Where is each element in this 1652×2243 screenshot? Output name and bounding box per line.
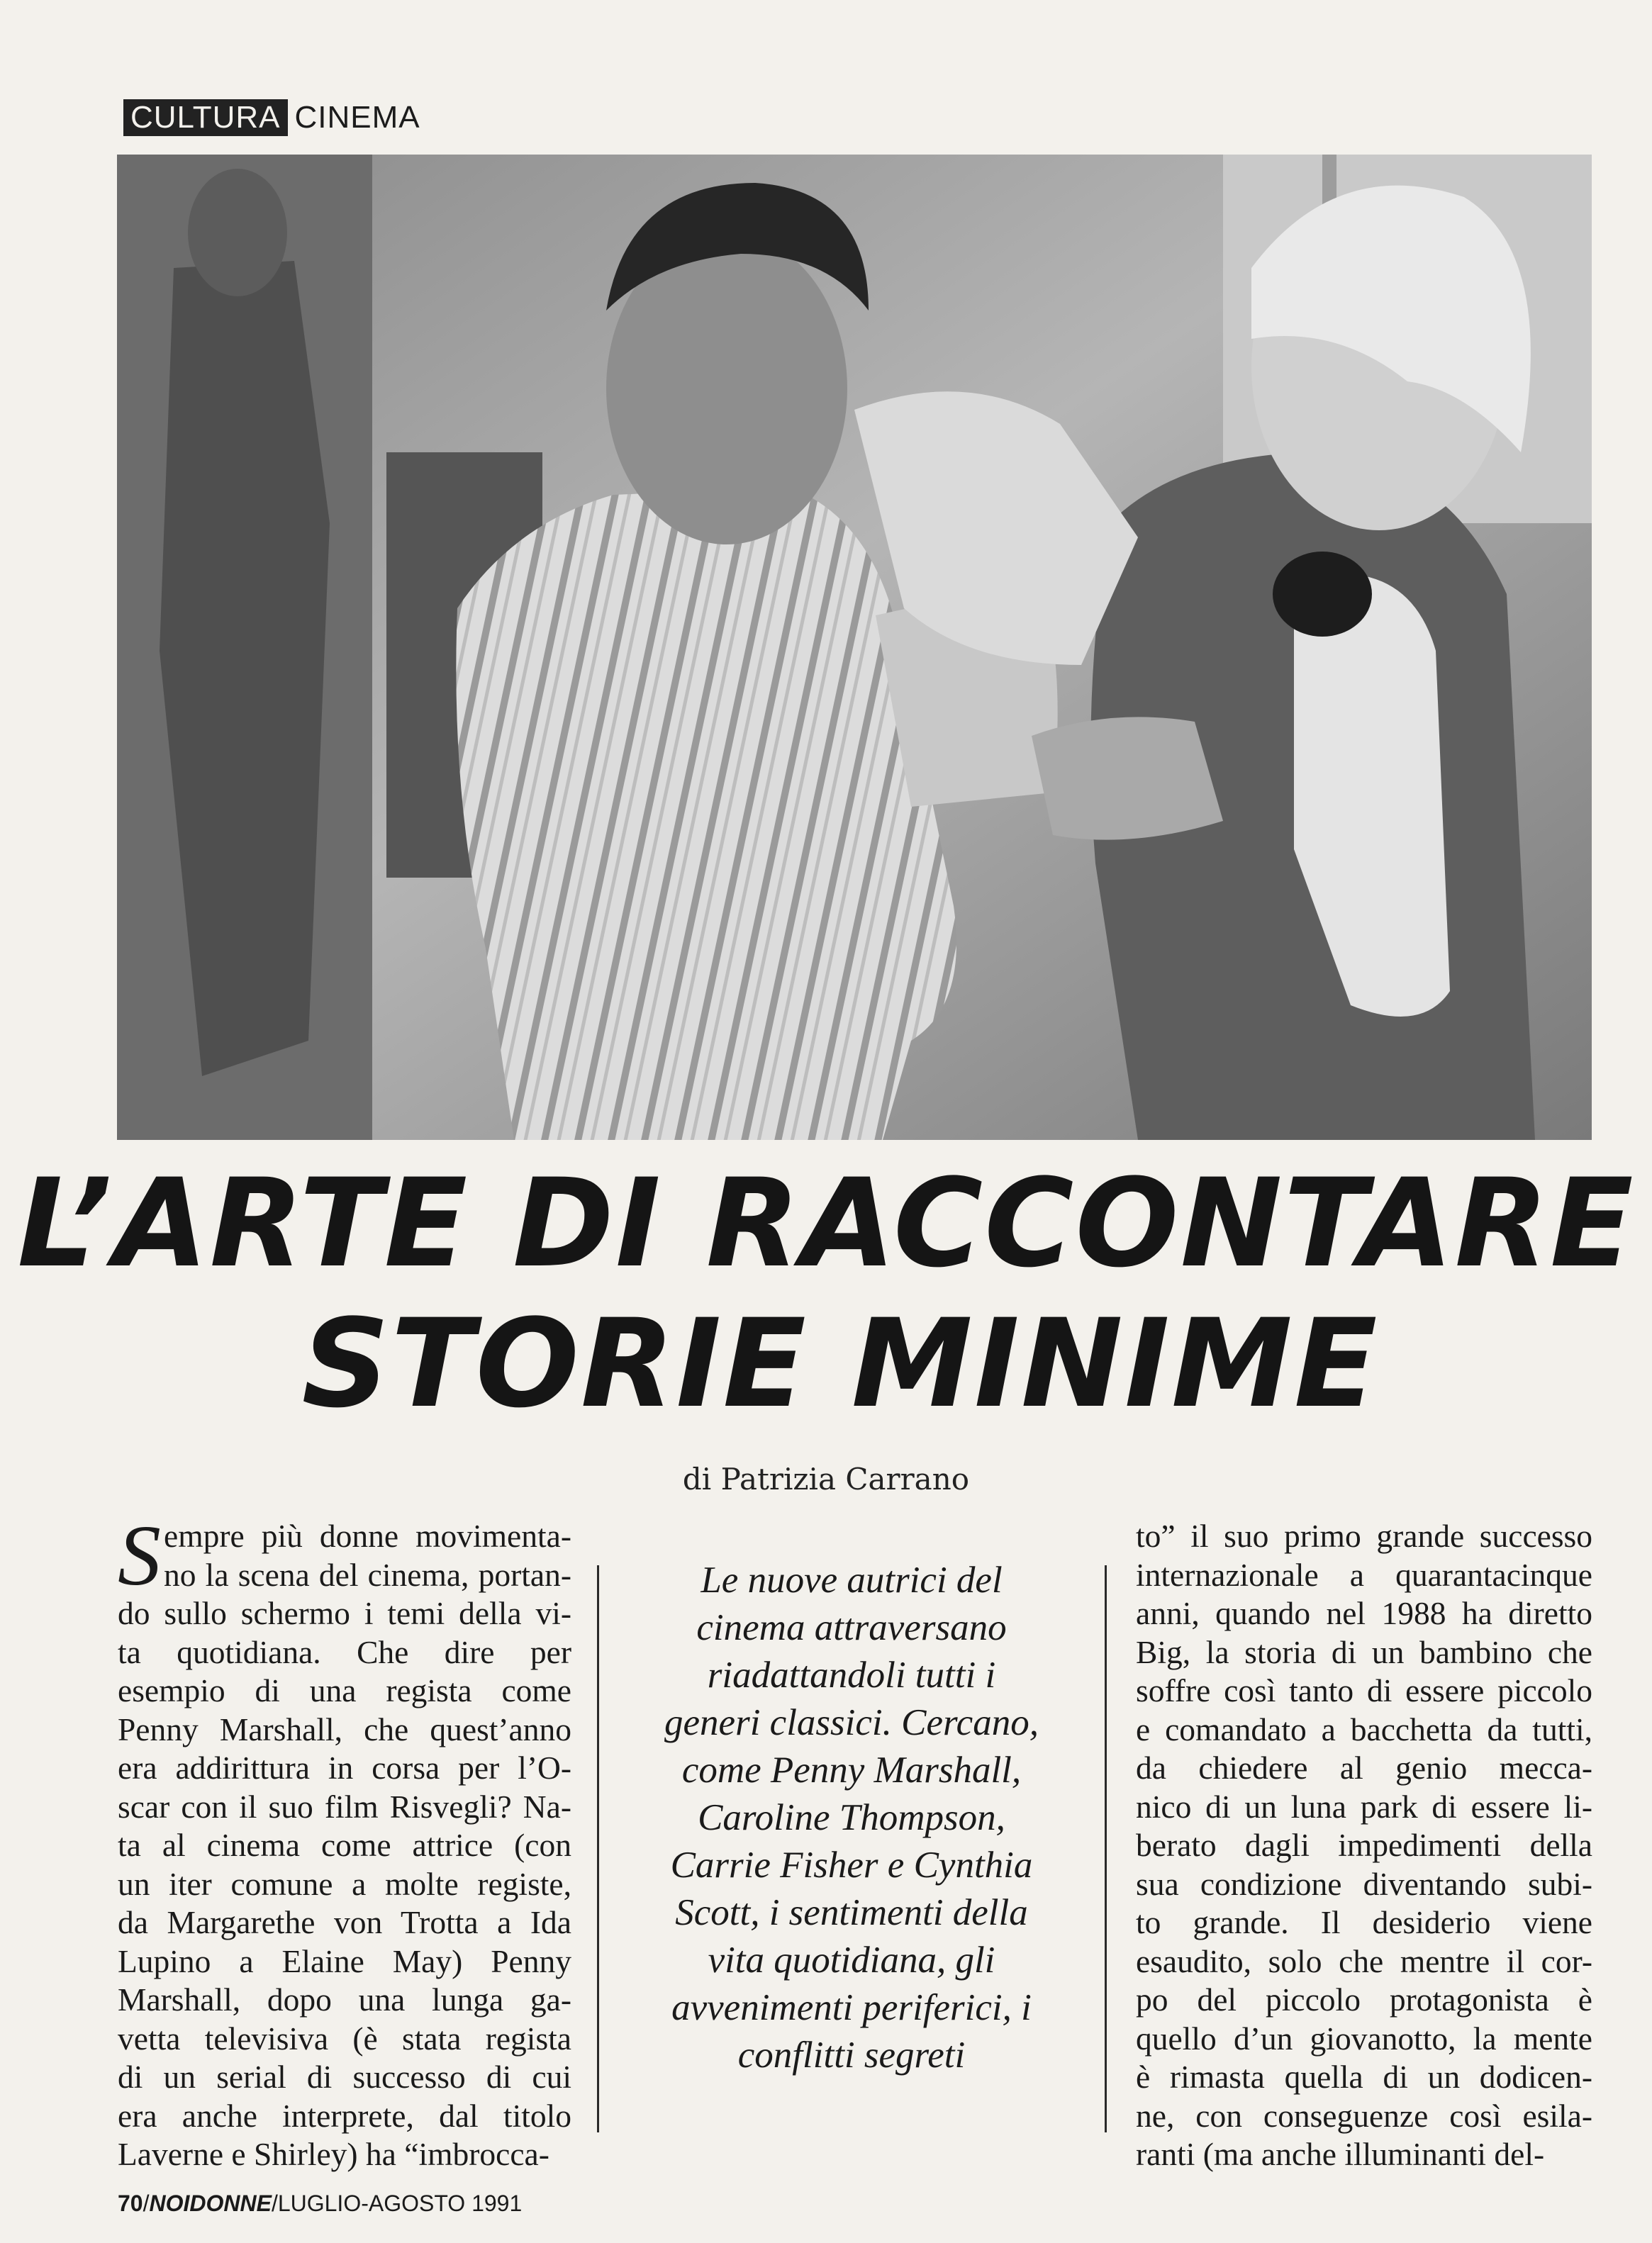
issue-date: LUGLIO-AGOSTO 1991 (277, 2191, 523, 2216)
text-line: esempio di una regista come (118, 1672, 571, 1708)
text-line: Laverne e Shirley) ha “imbrocca- (118, 2136, 549, 2172)
text-line: Marshall, dopo una lunga ga- (118, 1981, 571, 2018)
text-line: quello d’un giovanotto, la mente (1136, 2020, 1592, 2057)
text-line: e comandato a bacchetta da tutti, (1136, 1711, 1592, 1747)
section-label (123, 99, 420, 136)
pull-quote-line: generi classici. Cercano, (664, 1702, 1039, 1743)
headline-line-2: STORIE MINIME (301, 1292, 1379, 1435)
text-line: di un serial di successo di cui (118, 2059, 571, 2095)
text-line: esaudito, solo che mentre il cor- (1136, 1942, 1592, 1979)
text-line: ta al cinema come attrice (con (118, 1827, 571, 1863)
text-line: ne, con conseguenze così esila- (1136, 2097, 1592, 2134)
column-rule-left (597, 1565, 599, 2132)
text-line: to” il suo primo grande successo (1136, 1518, 1592, 1554)
text-line: Lupino a Elaine May) Penny (118, 1942, 571, 1979)
text-line: empre più donne movimenta- (164, 1518, 571, 1554)
text-line: era anche interprete, dal titolo (118, 2097, 571, 2134)
headline-line-1: L’ARTE DI RACCONTARE (17, 1152, 1635, 1294)
magazine-name: NOIDONNE (149, 2191, 272, 2216)
pull-quote-line: conflitti segreti (737, 2035, 966, 2076)
pull-quote-line: Caroline Thompson, (698, 1797, 1005, 1838)
text-line: anni, quando nel 1988 ha diretto (1136, 1595, 1592, 1631)
pull-quote-line: Carrie Fisher e Cynthia (670, 1845, 1033, 1886)
text-line: ta quotidiana. Che dire per (118, 1633, 571, 1670)
text-line: da chiedere al genio mecca- (1136, 1750, 1592, 1786)
article-column-left (118, 1508, 571, 2174)
article-column-right (1136, 1517, 1592, 2174)
text-line: nico di un luna park di essere li- (1136, 1788, 1592, 1825)
text-line: soffre così tanto di essere piccolo (1136, 1672, 1592, 1708)
text-line: vetta televisiva (è stata regista (118, 2020, 571, 2057)
pull-quote-line: come Penny Marshall, (681, 1750, 1022, 1791)
byline: di Patrizia Carrano (682, 1462, 970, 1497)
drop-cap: S (118, 1508, 161, 1604)
text-line: era addirittura in corsa per l’O- (118, 1750, 571, 1786)
text-line: do sullo schermo i temi della vi- (118, 1595, 571, 1631)
pull-quote-line: avvenimenti periferici, i (671, 1987, 1032, 2028)
pull-quote-line: vita quotidiana, gli (708, 1940, 995, 1981)
page-footer: 70/NOIDONNE/LUGLIO-AGOSTO 1991 (118, 2191, 523, 2216)
subsection-label: CINEMA (294, 100, 420, 135)
text-line: Big, la storia di un bambino che (1136, 1633, 1592, 1670)
text-line: to grande. Il desiderio viene (1136, 1904, 1592, 1940)
photo-image (117, 155, 1592, 1140)
text-line: scar con il suo film Risvegli? Na- (118, 1788, 571, 1825)
pull-quote-line: Scott, i sentimenti della (675, 1892, 1028, 1933)
text-line: Penny Marshall, che quest’anno (118, 1711, 571, 1747)
section-tag: CULTURA (123, 99, 288, 136)
text-line: da Margarethe von Trotta a Ida (118, 1904, 571, 1940)
pull-quote (615, 1557, 1088, 2079)
text-line: ranti (ma anche illuminanti del- (1136, 2136, 1545, 2172)
text-line: è rimasta quella di un dodicen- (1136, 2059, 1592, 2095)
column-rule-right (1105, 1565, 1107, 2132)
headline (0, 1152, 1652, 1435)
text-line: po del piccolo protagonista è (1136, 1981, 1592, 2018)
text-line: berato dagli impedimenti della (1136, 1827, 1592, 1863)
text-line: no la scena del cinema, portan- (164, 1556, 571, 1593)
pull-quote-line: riadattandoli tutti i (707, 1655, 996, 1696)
text-line: internazionale a quarantacinque (1136, 1556, 1592, 1593)
pull-quote-line: Le nuove autrici del (701, 1560, 1003, 1601)
photo-film-set (117, 155, 1592, 1140)
pull-quote-line: cinema attraversano (696, 1607, 1007, 1648)
text-line: un iter comune a molte registe, (118, 1865, 571, 1902)
text-line: sua condizione diventando subi- (1136, 1865, 1592, 1902)
page-number: 70 (118, 2191, 143, 2216)
